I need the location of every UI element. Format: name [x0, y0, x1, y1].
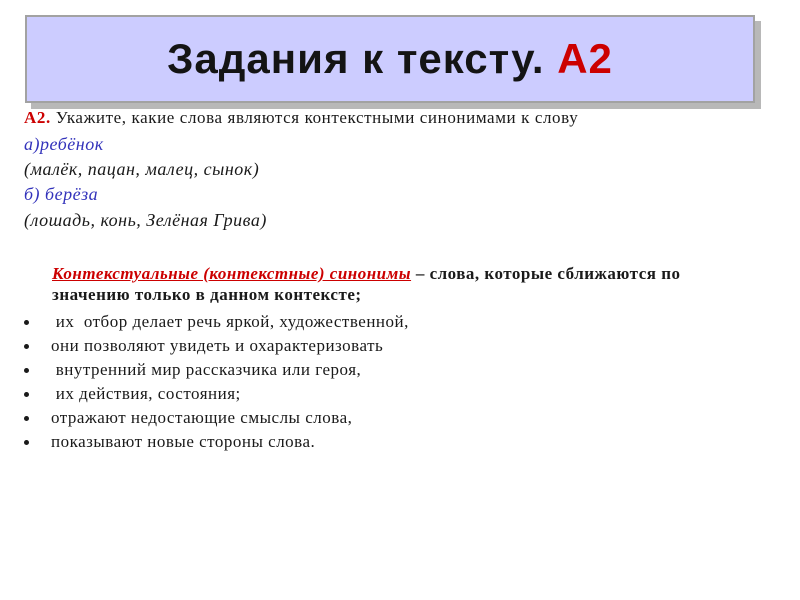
bullet-text: их отбор делает речь яркой, художественной, [51, 312, 409, 331]
question-text: Укажите, какие слова являются контекстными синонимами к слову [55, 108, 579, 127]
bullet-list [24, 310, 409, 454]
list-item [24, 382, 409, 406]
bullet-dot-icon [24, 440, 29, 445]
list-item [24, 310, 409, 334]
bullet-text: внутренний мир рассказчика или героя, [51, 360, 362, 379]
definition [52, 263, 732, 305]
bullet-text: их действия, состояния; [51, 384, 241, 403]
slide-title-accent: А2 [557, 35, 613, 82]
definition-term: Контекстуальные (контекстные) синонимы [52, 264, 412, 283]
slide-title-box [25, 15, 755, 103]
bullet-text: они позволяют увидеть и охарактеризовать [51, 336, 384, 355]
list-item [24, 334, 409, 358]
slide-title [167, 35, 613, 83]
list-item [24, 358, 409, 382]
option-b-label: б) берёза [24, 184, 99, 204]
list-item [24, 406, 409, 430]
list-item [24, 430, 409, 454]
bullet-dot-icon [24, 368, 29, 373]
bullet-text: отражают недостающие смыслы слова, [51, 408, 353, 427]
option-b-words: (лошадь, конь, Зелёная Грива) [24, 210, 267, 230]
slide-title-main: Задания к тексту. [167, 35, 545, 82]
bullet-text: показывают новые стороны слова. [51, 432, 316, 451]
option-a-words: (малёк, пацан, малец, сынок) [24, 159, 260, 179]
option-a-label: а)ребёнок [24, 134, 104, 154]
definition-text: – слова, которые сближаются по значению только в данном контексте; [52, 264, 681, 304]
bullet-dot-icon [24, 416, 29, 421]
bullet-dot-icon [24, 320, 29, 325]
bullet-dot-icon [24, 344, 29, 349]
question-line [24, 108, 578, 128]
question-id: А2. [24, 108, 51, 127]
bullet-dot-icon [24, 392, 29, 397]
